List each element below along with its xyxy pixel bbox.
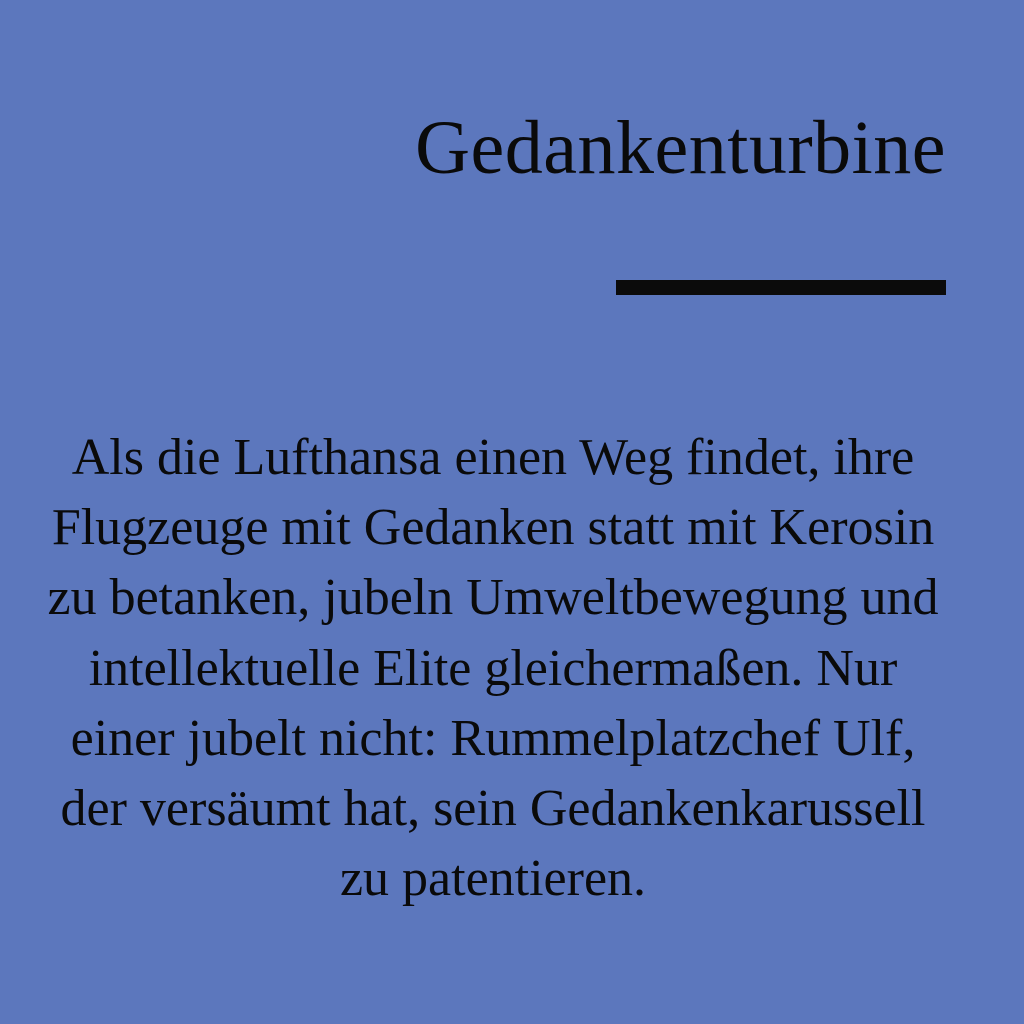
body-paragraph: Als die Lufthansa einen Weg findet, ihre Flugzeuge mit Gedanken statt mit Kerosin zu betanken, jubeln Umweltbewegung und intellektuelle Elite gleichermaßen. Nur einer jubelt nicht: Rummelplatzchef Ulf, der versäumt hat, sein Gedankenkarussell zu patentieren. bbox=[47, 429, 939, 908]
page-title: Gedankenturbine bbox=[415, 106, 946, 190]
title-divider bbox=[616, 280, 946, 295]
